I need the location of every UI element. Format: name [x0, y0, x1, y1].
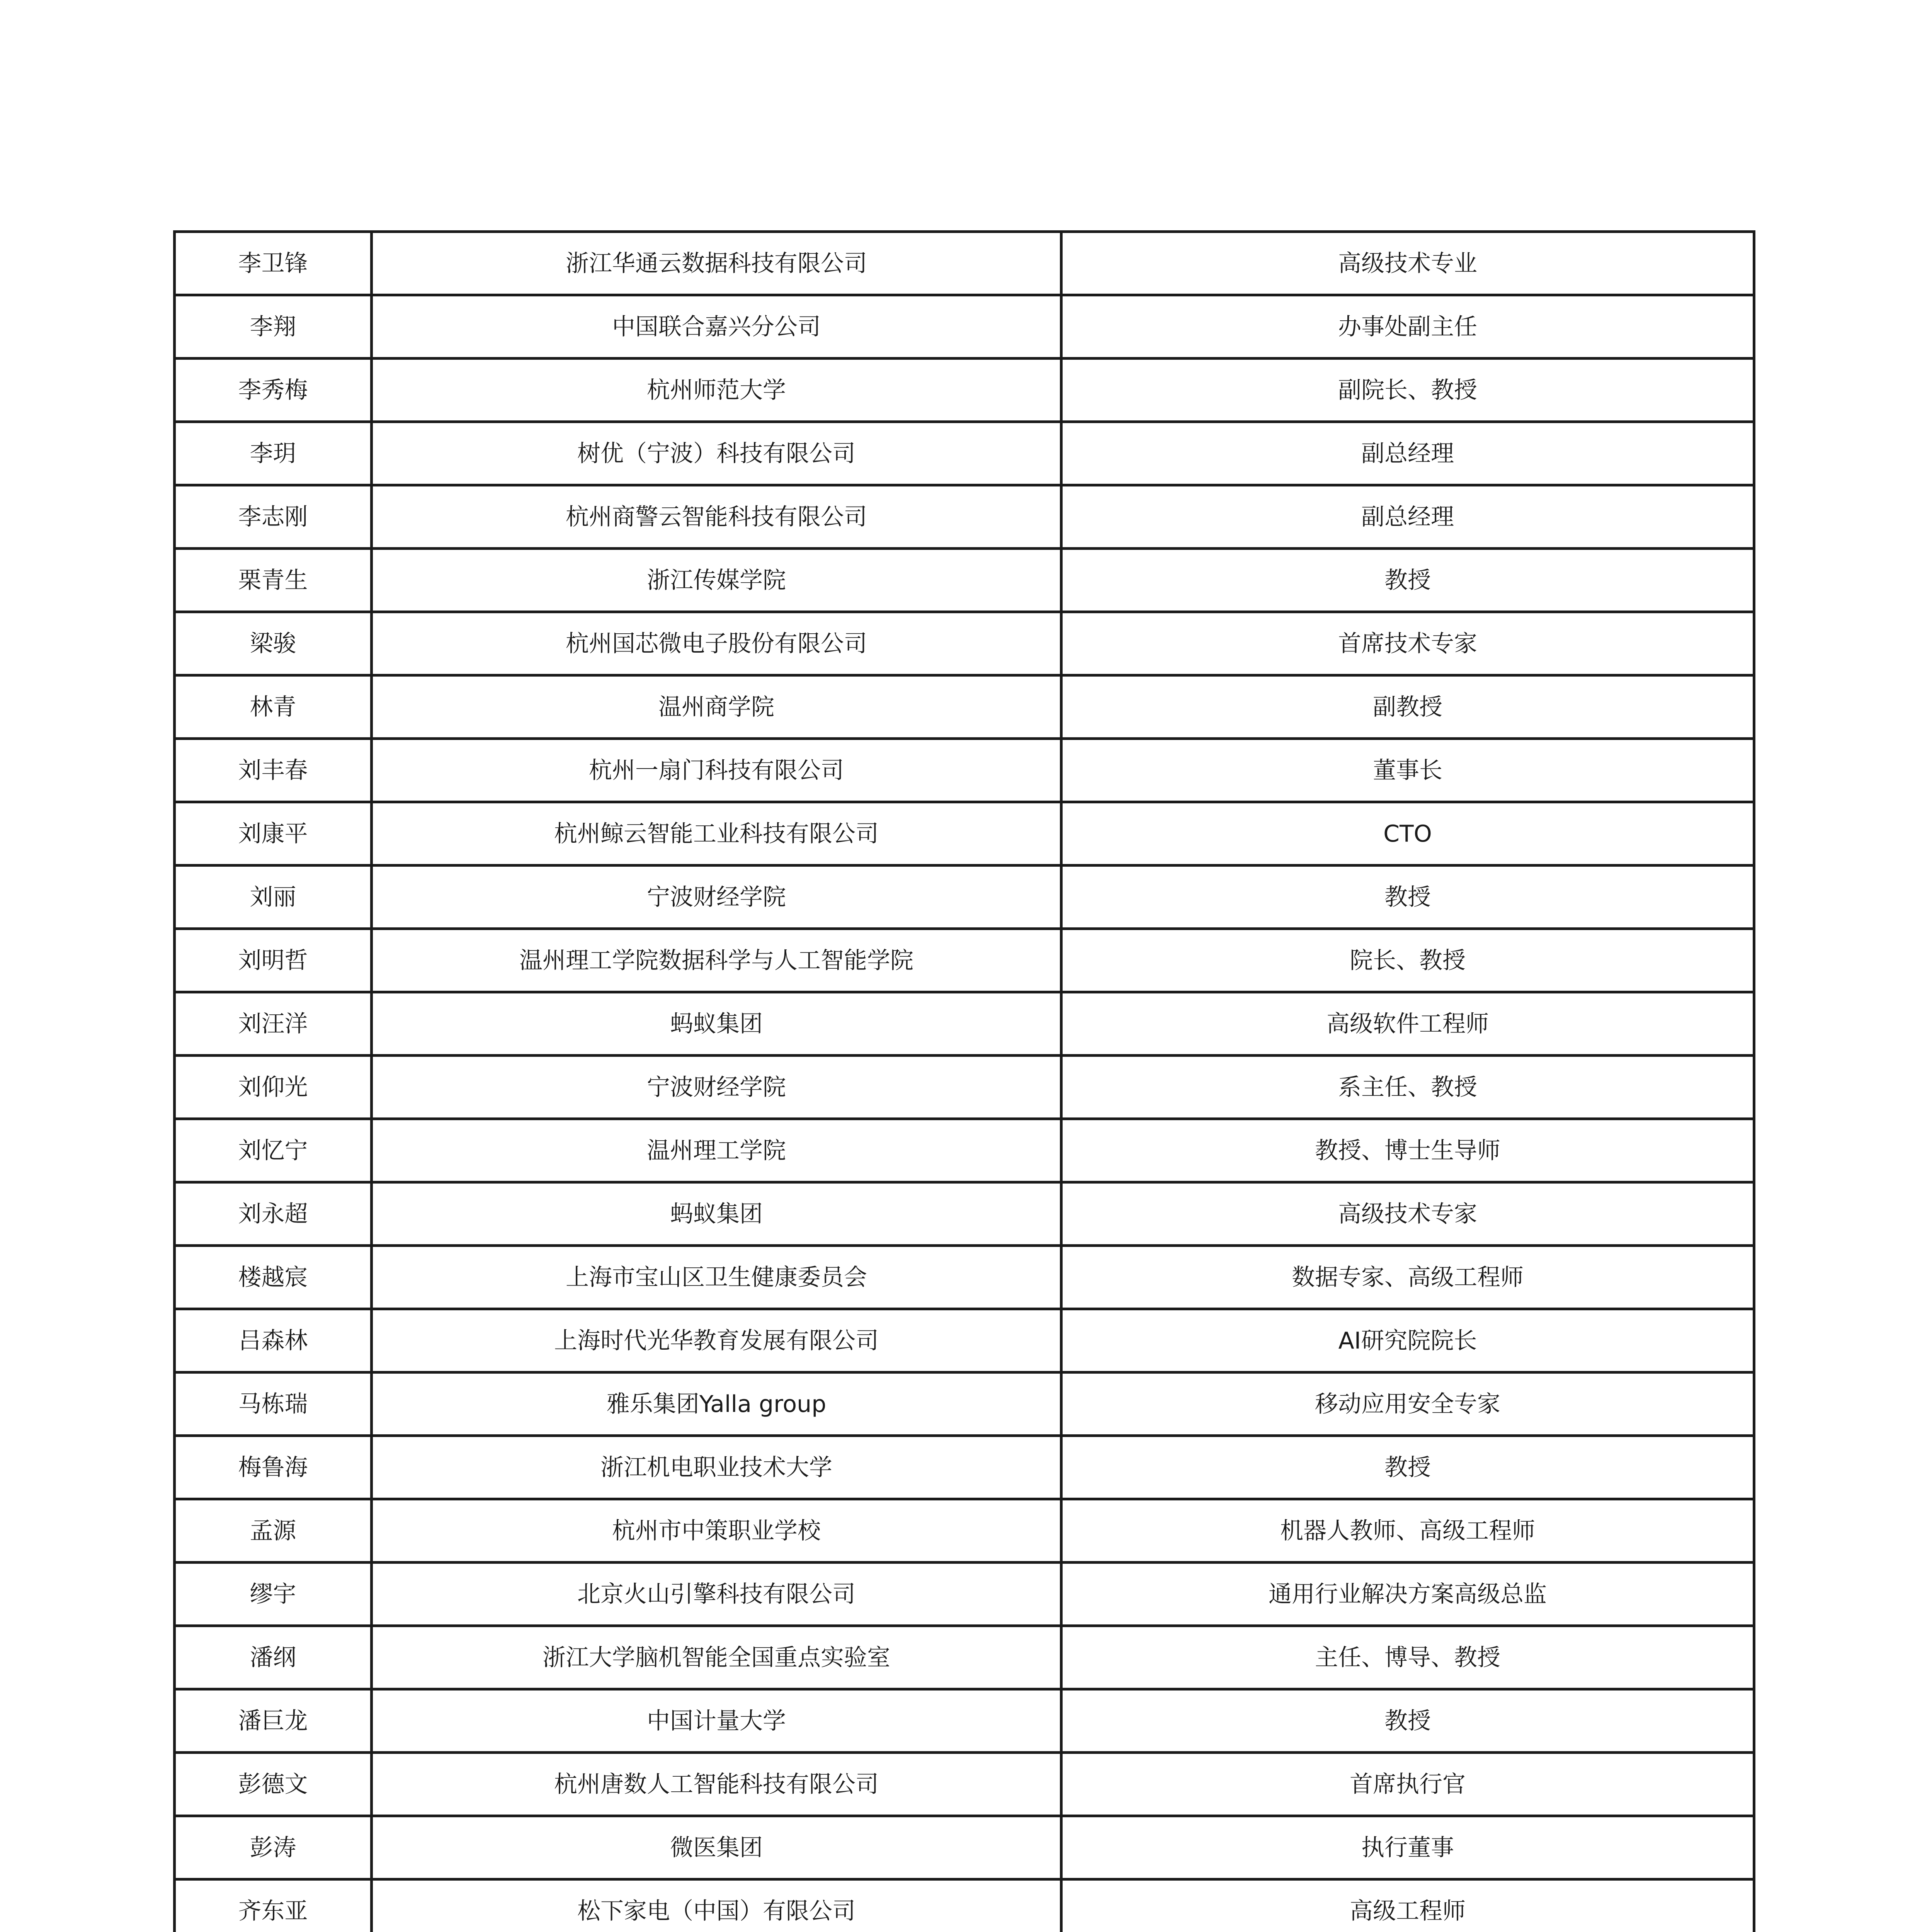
name-cell: 李秀梅 — [175, 359, 372, 422]
name-cell: 刘永超 — [175, 1182, 372, 1246]
table-row — [175, 866, 1754, 929]
table-row — [175, 359, 1754, 422]
organization-cell: 宁波财经学院 — [372, 866, 1061, 929]
title-cell: 教授 — [1061, 1436, 1754, 1499]
title-cell: 副总经理 — [1061, 485, 1754, 549]
organization-cell: 上海市宝山区卫生健康委员会 — [372, 1246, 1061, 1309]
title-cell: 办事处副主任 — [1061, 295, 1754, 359]
table-row — [175, 1499, 1754, 1563]
table-row — [175, 1753, 1754, 1816]
name-cell: 彭德文 — [175, 1753, 372, 1816]
name-cell: 林青 — [175, 675, 372, 739]
table-row — [175, 549, 1754, 612]
organization-cell: 杭州一扇门科技有限公司 — [372, 739, 1061, 802]
table-row — [175, 1182, 1754, 1246]
organization-cell: 杭州商警云智能科技有限公司 — [372, 485, 1061, 549]
title-cell: 副总经理 — [1061, 422, 1754, 485]
title-cell: 执行董事 — [1061, 1816, 1754, 1879]
name-cell: 李志刚 — [175, 485, 372, 549]
title-cell: 院长、教授 — [1061, 929, 1754, 992]
organization-cell: 蚂蚁集团 — [372, 1182, 1061, 1246]
title-cell: 高级技术专业 — [1061, 232, 1754, 295]
organization-cell: 浙江大学脑机智能全国重点实验室 — [372, 1626, 1061, 1689]
table-row — [175, 422, 1754, 485]
table-row — [175, 1563, 1754, 1626]
organization-cell: 杭州师范大学 — [372, 359, 1061, 422]
name-cell: 吕森林 — [175, 1309, 372, 1372]
organization-cell: 宁波财经学院 — [372, 1056, 1061, 1119]
organization-cell: 中国计量大学 — [372, 1689, 1061, 1753]
table-row — [175, 1246, 1754, 1309]
name-cell: 楼越宸 — [175, 1246, 372, 1309]
table-row — [175, 1436, 1754, 1499]
title-cell: 高级软件工程师 — [1061, 992, 1754, 1056]
title-cell: 高级技术专家 — [1061, 1182, 1754, 1246]
organization-cell: 雅乐集团Yalla group — [372, 1372, 1061, 1436]
name-cell: 孟源 — [175, 1499, 372, 1563]
organization-cell: 温州理工学院 — [372, 1119, 1061, 1182]
name-cell: 刘仰光 — [175, 1056, 372, 1119]
organization-cell: 蚂蚁集团 — [372, 992, 1061, 1056]
title-cell: 教授、博士生导师 — [1061, 1119, 1754, 1182]
name-cell: 马栋瑞 — [175, 1372, 372, 1436]
organization-cell: 树优（宁波）科技有限公司 — [372, 422, 1061, 485]
organization-cell: 杭州国芯微电子股份有限公司 — [372, 612, 1061, 675]
title-cell: 系主任、教授 — [1061, 1056, 1754, 1119]
table-row — [175, 1879, 1754, 1932]
name-cell: 彭涛 — [175, 1816, 372, 1879]
name-cell: 李玥 — [175, 422, 372, 485]
roster-body — [175, 232, 1754, 1932]
name-cell: 梁骏 — [175, 612, 372, 675]
name-cell: 缪宇 — [175, 1563, 372, 1626]
organization-cell: 松下家电（中国）有限公司 — [372, 1879, 1061, 1932]
title-cell: 数据专家、高级工程师 — [1061, 1246, 1754, 1309]
title-cell: 副教授 — [1061, 675, 1754, 739]
organization-cell: 上海时代光华教育发展有限公司 — [372, 1309, 1061, 1372]
title-cell: 首席执行官 — [1061, 1753, 1754, 1816]
table-row — [175, 232, 1754, 295]
table-row — [175, 1816, 1754, 1879]
name-cell: 梅鲁海 — [175, 1436, 372, 1499]
table-row — [175, 612, 1754, 675]
table-row — [175, 802, 1754, 866]
title-cell: 董事长 — [1061, 739, 1754, 802]
table-row — [175, 1626, 1754, 1689]
organization-cell: 中国联合嘉兴分公司 — [372, 295, 1061, 359]
name-cell: 刘汪洋 — [175, 992, 372, 1056]
table-row — [175, 1372, 1754, 1436]
organization-cell: 浙江机电职业技术大学 — [372, 1436, 1061, 1499]
title-cell: 高级工程师 — [1061, 1879, 1754, 1932]
table-row — [175, 1119, 1754, 1182]
title-cell: 教授 — [1061, 549, 1754, 612]
name-cell: 刘明哲 — [175, 929, 372, 992]
table-row — [175, 1309, 1754, 1372]
organization-cell: 杭州唐数人工智能科技有限公司 — [372, 1753, 1061, 1816]
name-cell: 潘纲 — [175, 1626, 372, 1689]
table-row — [175, 1056, 1754, 1119]
name-cell: 李卫锋 — [175, 232, 372, 295]
title-cell: 机器人教师、高级工程师 — [1061, 1499, 1754, 1563]
name-cell: 李翔 — [175, 295, 372, 359]
expert-roster-table — [173, 230, 1755, 1932]
organization-cell: 温州理工学院数据科学与人工智能学院 — [372, 929, 1061, 992]
name-cell: 潘巨龙 — [175, 1689, 372, 1753]
title-cell: 通用行业解决方案高级总监 — [1061, 1563, 1754, 1626]
table-row — [175, 295, 1754, 359]
title-cell: 教授 — [1061, 866, 1754, 929]
organization-cell: 北京火山引擎科技有限公司 — [372, 1563, 1061, 1626]
title-cell: 副院长、教授 — [1061, 359, 1754, 422]
title-cell: 教授 — [1061, 1689, 1754, 1753]
table-row — [175, 992, 1754, 1056]
table-row — [175, 485, 1754, 549]
name-cell: 刘康平 — [175, 802, 372, 866]
table-row — [175, 675, 1754, 739]
table-row — [175, 1689, 1754, 1753]
name-cell: 刘忆宁 — [175, 1119, 372, 1182]
organization-cell: 浙江传媒学院 — [372, 549, 1061, 612]
name-cell: 栗青生 — [175, 549, 372, 612]
table-row — [175, 739, 1754, 802]
table-row — [175, 929, 1754, 992]
organization-cell: 杭州市中策职业学校 — [372, 1499, 1061, 1563]
name-cell: 齐东亚 — [175, 1879, 372, 1932]
name-cell: 刘丽 — [175, 866, 372, 929]
organization-cell: 微医集团 — [372, 1816, 1061, 1879]
organization-cell: 温州商学院 — [372, 675, 1061, 739]
title-cell: 主任、博导、教授 — [1061, 1626, 1754, 1689]
title-cell: 首席技术专家 — [1061, 612, 1754, 675]
organization-cell: 杭州鲸云智能工业科技有限公司 — [372, 802, 1061, 866]
title-cell: CTO — [1061, 802, 1754, 866]
title-cell: 移动应用安全专家 — [1061, 1372, 1754, 1436]
name-cell: 刘丰春 — [175, 739, 372, 802]
title-cell: AI研究院院长 — [1061, 1309, 1754, 1372]
organization-cell: 浙江华通云数据科技有限公司 — [372, 232, 1061, 295]
